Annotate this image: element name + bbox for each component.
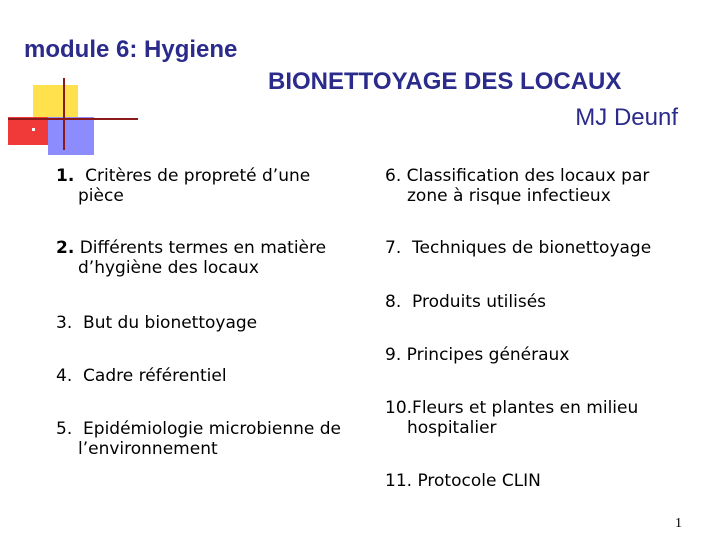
item-number: 11. <box>385 471 413 491</box>
item-text: Critères de propreté d’une <box>85 166 311 186</box>
decor-dot <box>32 128 35 131</box>
decor-red-square <box>8 117 48 145</box>
item-number: 8. <box>385 292 402 312</box>
item-number: 9. <box>385 345 402 365</box>
module-title: module 6: Hygiene <box>24 36 238 63</box>
list-item <box>385 471 541 491</box>
item-text: But du bionettoyage <box>83 313 258 333</box>
item-text: Techniques de bionettoyage <box>412 238 652 258</box>
decor-vertical-line <box>63 78 65 150</box>
decor-horizontal-line <box>8 118 138 120</box>
item-text: Protocole CLIN <box>417 471 541 491</box>
item-text: Produits utilisés <box>412 292 547 312</box>
list-item <box>56 166 310 206</box>
author-name: MJ Deunf <box>575 104 678 131</box>
item-number: 6. <box>385 166 402 186</box>
page-number: 1 <box>675 516 682 531</box>
item-text: Différents termes en matière <box>79 238 327 258</box>
item-number: 1. <box>56 166 75 186</box>
list-item <box>385 345 569 365</box>
decor-blue-square <box>48 117 94 155</box>
list-item <box>385 238 651 258</box>
item-number: 7. <box>385 238 402 258</box>
item-text: Classification des locaux par <box>406 166 650 186</box>
list-item <box>385 292 546 312</box>
item-text-cont: zone à risque infectieux <box>407 186 611 206</box>
list-item <box>56 238 326 278</box>
item-text-cont: l’environnement <box>78 439 218 459</box>
item-number: 5. <box>56 419 73 439</box>
item-text-cont: hospitalier <box>407 418 497 438</box>
item-text: Fleurs et plantes en milieu <box>412 398 639 418</box>
slide-title: BIONETTOYAGE DES LOCAUX <box>268 68 622 95</box>
item-text-cont: pièce <box>78 186 124 206</box>
item-number: 10. <box>385 398 413 418</box>
item-text: Cadre référentiel <box>83 366 227 386</box>
list-item <box>56 366 227 386</box>
list-item <box>56 313 257 333</box>
list-item <box>385 166 649 206</box>
item-text-cont: d’hygiène des locaux <box>78 258 259 278</box>
item-text: Principes généraux <box>406 345 570 365</box>
list-item <box>385 398 638 438</box>
item-number: 4. <box>56 366 73 386</box>
item-number: 3. <box>56 313 73 333</box>
item-text: Epidémiologie microbienne de <box>83 419 342 439</box>
list-item <box>56 419 341 459</box>
item-number: 2. <box>56 238 75 258</box>
